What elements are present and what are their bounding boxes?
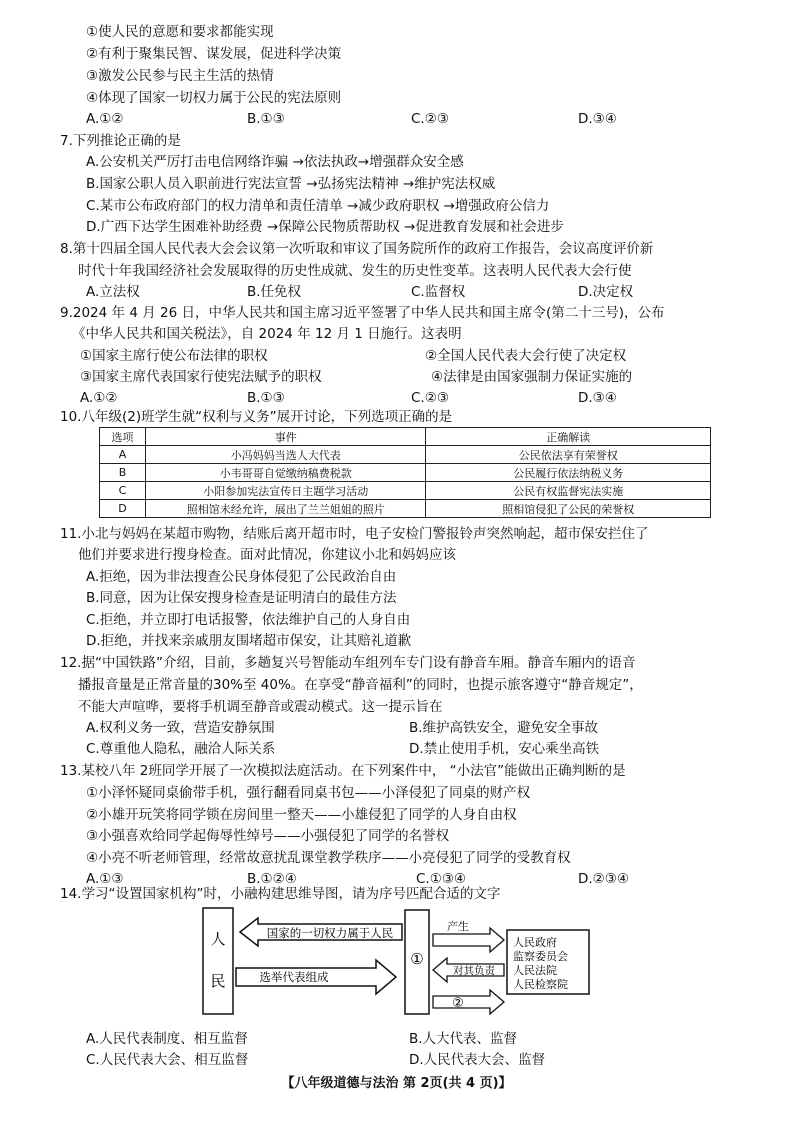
- table-cell: 小冯妈妈当选人大代表: [145, 446, 426, 464]
- table-cell: 小阳参加宪法宣传日主题学习活动: [145, 482, 426, 500]
- marker-2: ②: [452, 996, 464, 1011]
- q13-item-3: ③小强喜欢给同学起侮辱性绰号——小强侵犯了同学的名誉权: [86, 828, 450, 844]
- q8-option-d: D.决定权: [578, 284, 634, 300]
- people-box: [203, 908, 233, 1014]
- q9-item-4: ④法律是由国家强制力保证实施的: [431, 369, 633, 385]
- q7-option-b: B.国家公职人员入职前进行宪法宣誓 →弘扬宪法精神 →维护宪法权威: [86, 176, 496, 192]
- q6-option-b: B.①③: [247, 111, 285, 127]
- table-row: [100, 464, 711, 482]
- organ-label: 人民政府: [513, 936, 557, 949]
- q13-item-2: ②小雄开玩笑将同学锁在房间里一整天——小雄侵犯了同学的人身自由权: [86, 807, 517, 823]
- q13-option-b: B.①②④: [247, 871, 297, 887]
- q11-option-c: C.拒绝，并立即打电话报警，依法维护自己的人身自由: [86, 612, 411, 628]
- q11-option-d: D.拒绝，并找来亲戚朋友围堵超市保安，让其赔礼道歉: [86, 633, 412, 649]
- q13-item-4: ④小亮不听老师管理，经常故意扰乱课堂教学秩序——小亮侵犯了同学的受教育权: [86, 850, 571, 866]
- q12-option-b: B.维护高铁安全，避免安全事故: [409, 720, 599, 736]
- q8-option-c: C.监督权: [411, 284, 466, 300]
- q7-stem: 7.下列推论正确的是: [60, 133, 181, 149]
- q9-item-3: ③国家主席代表国家行使宪法赋予的职权: [80, 369, 322, 385]
- q9-item-2: ②全国人民代表大会行使了决定权: [425, 348, 627, 364]
- q6-item-4: ④体现了国家一切权力属于公民的宪法原则: [86, 90, 342, 106]
- q7-option-c: C.某市公布政府部门的权力清单和责任清单 →减少政府职权 →增强政府公信力: [86, 198, 550, 214]
- q6-option-a: A.①②: [86, 111, 124, 127]
- q6-item-3: ③激发公民参与民主生活的热情: [86, 68, 274, 84]
- q6-item-1: ①使人民的意愿和要求都能实现: [86, 24, 274, 40]
- q13-item-1: ①小泽怀疑同桌偷带手机，强行翻看同桌书包——小泽侵犯了同桌的财产权: [86, 785, 531, 801]
- q8-option-b: B.任免权: [247, 284, 302, 300]
- table-cell: 小韦哥哥自觉缴纳稿费税款: [145, 464, 426, 482]
- people-label-1: 人: [210, 930, 226, 948]
- q12-option-c: C.尊重他人隐私，融洽人际关系: [86, 741, 276, 757]
- q14-option-a: A.人民代表制度、相互监督: [86, 1031, 248, 1047]
- q13-option-c: C.①③④: [416, 871, 467, 887]
- produce-label: 产生: [447, 920, 469, 933]
- table-cell: 公民依法享有荣誉权: [426, 446, 711, 464]
- page-footer: 【八年级道德与法治 第 2页(共 4 页)】: [281, 1076, 512, 1091]
- table-cell: B: [100, 464, 146, 482]
- table-cell: 公民有权监督宪法实施: [426, 482, 711, 500]
- table-cell: A: [100, 446, 146, 464]
- q6-option-c: C.②③: [411, 111, 449, 127]
- q10-table: [99, 427, 711, 518]
- arrow-bottom-label: 选举代表组成: [259, 970, 329, 984]
- table-header-cell: 事件: [145, 428, 426, 446]
- table-cell: D: [100, 500, 146, 518]
- table-cell: 公民履行依法纳税义务: [426, 464, 711, 482]
- q12-stem-line-3: 不能大声喧哗，要将手机调至静音或震动模式。这一提示旨在: [78, 699, 443, 715]
- q14-stem: 14.学习“设置国家机构”时，小融构建思维导图，请为序号匹配合适的文字: [60, 886, 501, 902]
- q7-option-a: A.公安机关严厉打击电信网络诈骗 →依法执政→增强群众安全感: [86, 154, 464, 170]
- q12-stem-line-2: 播报音量是正常音量的30%至 40%。在享受“静音福利”的同时，也提示旅客遵守“静音规定”，: [78, 677, 643, 693]
- q9-item-1: ①国家主席行使公布法律的职权: [80, 348, 268, 364]
- q9-option-c: C.②③: [411, 390, 449, 406]
- q10-stem: 10.八年级(2)班学生就“权利与义务”展开讨论，下列选项正确的是: [60, 409, 453, 425]
- organ-label: 人民法院: [513, 964, 557, 977]
- q14-option-c: C.人民代表大会、相互监督: [86, 1052, 249, 1068]
- table-row: [100, 482, 711, 500]
- table-header-cell: 正确解读: [426, 428, 711, 446]
- q9-option-a: A.①②: [80, 390, 118, 406]
- responsible-label: 对其负责: [453, 965, 495, 977]
- q9-stem-line-2: 《中华人民共和国关税法》，自 2024 年 12 月 1 日施行。这表明: [72, 326, 462, 342]
- q13-option-d: D.②③④: [578, 871, 629, 887]
- table-row: [100, 500, 711, 518]
- table-cell: 照相馆侵犯了公民的荣誉权: [426, 500, 711, 518]
- q11-stem-line-1: 11.小北与妈妈在某超市购物，结账后离开超市时，电子安检门警报铃声突然响起，超市保安拦住了: [60, 526, 649, 542]
- organ-label: 监察委员会: [513, 950, 568, 963]
- q13-stem: 13.某校八年 2班同学开展了一次模拟法庭活动。在下列案件中， “小法官”能做出正确判断的是: [60, 763, 626, 779]
- q6-item-2: ②有利于聚集民智、谋发展，促进科学决策: [86, 46, 342, 62]
- marker-1: ①: [410, 950, 424, 968]
- table-header-row: [100, 428, 711, 446]
- q12-stem-line-1: 12.据“中国铁路”介绍，目前，多趟复兴号智能动车组列车专门设有静音车厢。静音车厢内的语音: [60, 655, 636, 671]
- q11-stem-line-2: 他们并要求进行搜身检查。面对此情况，你建议小北和妈妈应该: [78, 547, 456, 563]
- table-cell: 照相馆未经允许，展出了兰兰姐姐的照片: [145, 500, 426, 518]
- q11-option-a: A.拒绝，因为非法搜查公民身体侵犯了公民政治自由: [86, 569, 397, 585]
- table-row: [100, 446, 711, 464]
- people-label-2: 民: [210, 972, 226, 990]
- table-header-cell: 选项: [100, 428, 146, 446]
- q11-option-b: B.同意，因为让保安搜身检查是证明清白的最佳方法: [86, 590, 397, 606]
- q9-option-b: B.①③: [247, 390, 285, 406]
- q9-option-d: D.③④: [578, 390, 617, 406]
- q9-stem-line-1: 9.2024 年 4 月 26 日，中华人民共和国主席习近平签署了中华人民共和国主席令(第二十三号)，公布: [60, 305, 665, 321]
- q12-option-a: A.权利义务一致，营造安静氛围: [86, 720, 275, 736]
- q6-option-d: D.③④: [578, 111, 617, 127]
- q7-option-d: D.广西下达学生困难补助经费 →保障公民物质帮助权 →促进教育发展和社会进步: [86, 219, 564, 235]
- organ-label: 人民检察院: [513, 978, 568, 991]
- q13-option-a: A.①③: [86, 871, 124, 887]
- q8-stem-line-2: 时代十年我国经济社会发展取得的历史性成就、发生的历史性变革。这表明人民代表大会行使: [78, 263, 632, 279]
- q14-option-d: D.人民代表大会、监督: [409, 1052, 546, 1068]
- q14-option-b: B.人大代表、监督: [409, 1031, 518, 1047]
- q14-mind-map: [200, 904, 595, 1018]
- q8-option-a: A.立法权: [86, 284, 140, 300]
- q12-option-d: D.禁止使用手机，安心乘坐高铁: [409, 741, 600, 757]
- q8-stem-line-1: 8.第十四届全国人民代表大会会议第一次听取和审议了国务院所作的政府工作报告，会议高度评价新: [60, 241, 654, 257]
- supervise-arrow-icon: [433, 990, 504, 1014]
- table-cell: C: [100, 482, 146, 500]
- arrow-top-label: 国家的一切权力属于人民: [266, 926, 394, 940]
